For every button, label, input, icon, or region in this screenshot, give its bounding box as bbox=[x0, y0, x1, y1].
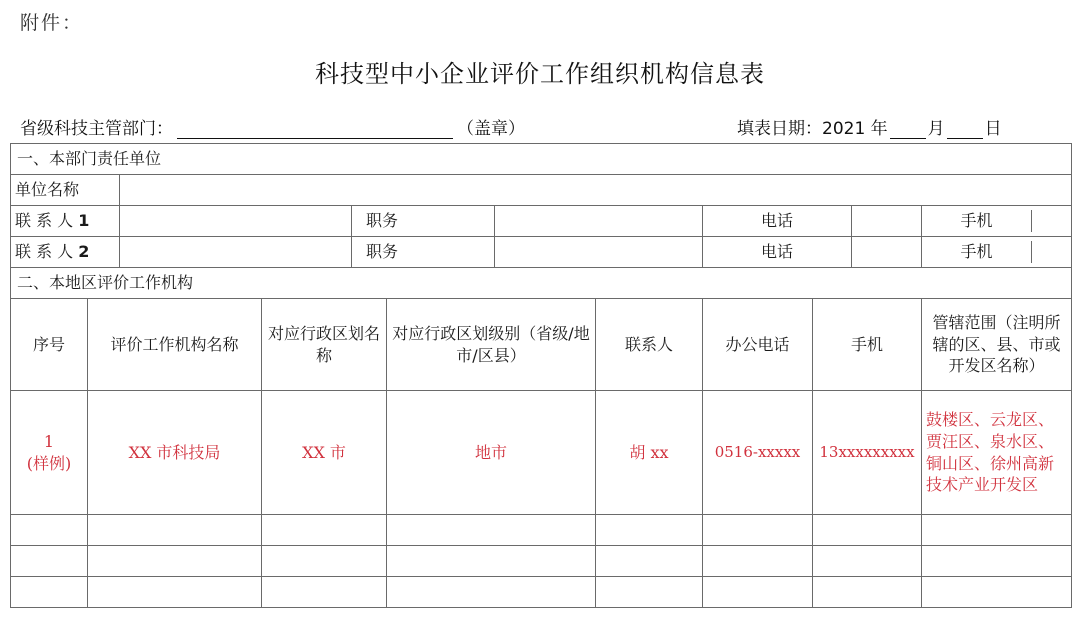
empty-cell[interactable] bbox=[703, 577, 813, 608]
day-blank-field[interactable] bbox=[947, 119, 983, 139]
month-blank-field[interactable] bbox=[890, 119, 926, 139]
empty-cell[interactable] bbox=[11, 546, 88, 577]
contact1-label bbox=[11, 206, 120, 237]
empty-row-2 bbox=[11, 546, 1072, 577]
empty-cell[interactable] bbox=[813, 546, 922, 577]
example-office-phone: 0516-xxxxx bbox=[703, 391, 813, 515]
unit-name-label: 单位名称 bbox=[11, 175, 120, 206]
empty-cell[interactable] bbox=[703, 515, 813, 546]
empty-cell[interactable] bbox=[387, 546, 596, 577]
empty-cell[interactable] bbox=[813, 515, 922, 546]
day-label: 日 bbox=[984, 119, 1002, 139]
header-region-level: 对应行政区划级别（省级/地市/区县） bbox=[387, 299, 596, 391]
unit-name-row bbox=[11, 175, 1072, 206]
empty-cell[interactable] bbox=[387, 577, 596, 608]
dept-label: 省级科技主管部门： bbox=[20, 119, 173, 139]
empty-cell[interactable] bbox=[88, 546, 262, 577]
contact1-label-text: 联 系 人 bbox=[15, 211, 74, 231]
example-contact: 胡 xx bbox=[596, 391, 703, 515]
empty-cell[interactable] bbox=[922, 577, 1072, 608]
empty-cell[interactable] bbox=[262, 546, 387, 577]
contact2-label bbox=[11, 237, 120, 268]
empty-cell[interactable] bbox=[11, 577, 88, 608]
empty-cell[interactable] bbox=[813, 577, 922, 608]
header-mobile: 手机 bbox=[813, 299, 922, 391]
section1-row bbox=[11, 144, 1072, 175]
dept-blank-field[interactable] bbox=[177, 119, 453, 139]
empty-row-1 bbox=[11, 515, 1072, 546]
contact2-label-num: 2 bbox=[78, 242, 90, 262]
dept-line bbox=[20, 114, 525, 139]
empty-cell[interactable] bbox=[387, 515, 596, 546]
example-org-name: XX 市科技局 bbox=[88, 391, 262, 515]
header-office-phone: 办公电话 bbox=[703, 299, 813, 391]
empty-cell[interactable] bbox=[262, 577, 387, 608]
month-label: 月 bbox=[927, 119, 945, 139]
example-mobile: 13xxxxxxxxx bbox=[813, 391, 922, 515]
empty-cell[interactable] bbox=[88, 515, 262, 546]
contact1-position-field[interactable] bbox=[495, 206, 703, 237]
header-seq: 序号 bbox=[11, 299, 88, 391]
contact2-label-text: 联 系 人 bbox=[15, 242, 74, 262]
empty-row-3 bbox=[11, 577, 1072, 608]
seal-label: （盖章） bbox=[457, 119, 525, 139]
contact2-phone-label: 电话 bbox=[703, 237, 852, 268]
date-line bbox=[737, 114, 1002, 139]
empty-cell[interactable] bbox=[922, 515, 1072, 546]
contact1-mobile-field[interactable] bbox=[1032, 210, 1071, 232]
example-scope: 鼓楼区、云龙区、贾汪区、泉水区、铜山区、徐州高新技术产业开发区 bbox=[922, 391, 1072, 515]
contact1-phone-label: 电话 bbox=[703, 206, 852, 237]
attachment-label: 附件： bbox=[20, 12, 84, 34]
empty-cell[interactable] bbox=[596, 577, 703, 608]
contact2-position-field[interactable] bbox=[495, 237, 703, 268]
contact1-label-num: 1 bbox=[78, 211, 90, 231]
section2-title: 二、本地区评价工作机构 bbox=[11, 268, 1072, 299]
contact2-row bbox=[11, 237, 1072, 268]
info-table bbox=[10, 143, 1072, 608]
empty-cell[interactable] bbox=[596, 546, 703, 577]
header-scope: 管辖范围（注明所辖的区、县、市或开发区名称） bbox=[922, 299, 1072, 391]
contact2-position-label: 职务 bbox=[352, 237, 495, 268]
empty-cell[interactable] bbox=[703, 546, 813, 577]
contact1-row bbox=[11, 206, 1072, 237]
example-region-name: XX 市 bbox=[262, 391, 387, 515]
header-row bbox=[11, 299, 1072, 391]
date-label: 填表日期：2021 年 bbox=[737, 119, 888, 139]
contact1-mobile-label: 手机 bbox=[922, 210, 1032, 232]
contact2-mobile-label: 手机 bbox=[922, 241, 1032, 263]
empty-cell[interactable] bbox=[11, 515, 88, 546]
contact2-mobile-field[interactable] bbox=[1032, 241, 1071, 263]
empty-cell[interactable] bbox=[262, 515, 387, 546]
unit-name-field[interactable] bbox=[120, 175, 1072, 206]
page-title: 科技型中小企业评价工作组织机构信息表 bbox=[315, 60, 765, 88]
example-seq bbox=[11, 391, 88, 515]
header-org-name: 评价工作机构名称 bbox=[88, 299, 262, 391]
header-contact: 联系人 bbox=[596, 299, 703, 391]
empty-cell[interactable] bbox=[88, 577, 262, 608]
contact2-name-field[interactable] bbox=[120, 237, 352, 268]
contact1-mobile-cell bbox=[922, 206, 1072, 237]
section1-title: 一、本部门责任单位 bbox=[11, 144, 1072, 175]
contact1-name-field[interactable] bbox=[120, 206, 352, 237]
section2-row bbox=[11, 268, 1072, 299]
contact1-position-label: 职务 bbox=[352, 206, 495, 237]
example-seq-note: (样例) bbox=[26, 453, 72, 473]
example-row bbox=[11, 391, 1072, 515]
contact1-phone-field[interactable] bbox=[852, 206, 922, 237]
contact2-phone-field[interactable] bbox=[852, 237, 922, 268]
empty-cell[interactable] bbox=[596, 515, 703, 546]
example-region-level: 地市 bbox=[387, 391, 596, 515]
empty-cell[interactable] bbox=[922, 546, 1072, 577]
example-seq-num: 1 bbox=[43, 431, 55, 451]
header-region-name: 对应行政区划名称 bbox=[262, 299, 387, 391]
contact2-mobile-cell bbox=[922, 237, 1072, 268]
